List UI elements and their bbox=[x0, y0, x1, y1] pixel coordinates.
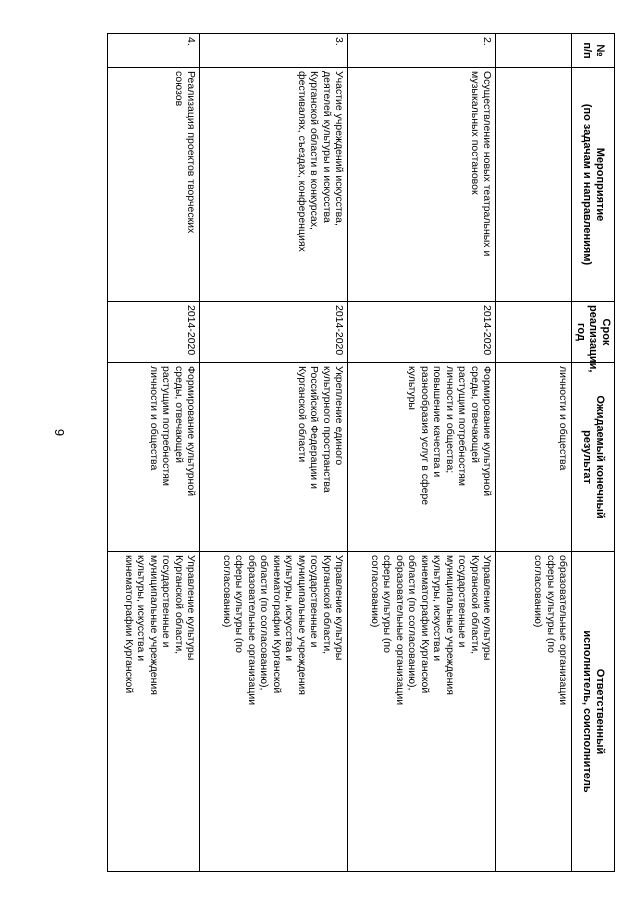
cell-activity: Участие учреждений искусства, деятелей культуры и искусства Курганской области в конкурсах, фестивалях, съездах, конференциях bbox=[200, 68, 348, 302]
header-activity: Мероприятие (по задачам и направлениям) bbox=[572, 68, 615, 302]
cell-result: личности и общества bbox=[496, 363, 572, 552]
cell-num: 3. bbox=[200, 34, 348, 68]
cell-activity bbox=[496, 68, 572, 302]
table-header-row bbox=[572, 34, 615, 872]
header-result: Ожидаемый конечный результат bbox=[572, 363, 615, 552]
cell-num: 2. bbox=[348, 34, 496, 68]
cell-result: Формирование культурной среды, отвечающей растущим потребностям личности и общества; повышение качества и разнообразия услуг в сфере культуры bbox=[348, 363, 496, 552]
cell-term: 2014-2020 bbox=[200, 302, 348, 363]
cell-activity: Реализация проектов творческих союзов bbox=[108, 68, 200, 302]
activities-table bbox=[108, 33, 616, 872]
table-row bbox=[496, 34, 572, 872]
header-executor: Ответственный исполнитель, соисполнитель bbox=[572, 552, 615, 872]
cell-term: 2014-2020 bbox=[348, 302, 496, 363]
cell-executor: Управление культуры Курганской области, государственные и муниципальные учреждения культуры, искусства и кинематографии Курганской области (по согласованию), образовательные организации сферы культуры (по согласованию) bbox=[348, 552, 496, 872]
header-term: Срок реализации, год bbox=[572, 302, 615, 363]
page-number: 9 bbox=[52, 428, 68, 437]
table-row bbox=[108, 34, 200, 872]
cell-executor: Управление культуры Курганской области, государственные и муниципальные учреждения культуры, искусства и кинематографии Курганской области (по согласованию), образовательные организации сферы культуры (по согласованию) bbox=[200, 552, 348, 872]
cell-num bbox=[496, 34, 572, 68]
cell-result: Укрепление единого культурного пространства Российской Федерации и Курганской области bbox=[200, 363, 348, 552]
cell-activity: Осуществление новых театральных и музыкальных постановок bbox=[348, 68, 496, 302]
cell-term bbox=[496, 302, 572, 363]
header-num: № п/п bbox=[572, 34, 615, 68]
cell-executor: образовательные организации сферы культуры (по согласованию) bbox=[496, 552, 572, 872]
cell-term: 2014-2020 bbox=[108, 302, 200, 363]
table-row bbox=[348, 34, 496, 872]
cell-num: 4. bbox=[108, 34, 200, 68]
cell-result: Формирование культурной среды, отвечающей растущим потребностям личности и общества bbox=[108, 363, 200, 552]
cell-executor: Управление культуры Курганской области, государственные и муниципальные учреждения культуры, искусства и кинематографии Курганской bbox=[108, 552, 200, 872]
rotated-table-wrapper bbox=[123, 33, 615, 871]
table-row bbox=[200, 34, 348, 872]
